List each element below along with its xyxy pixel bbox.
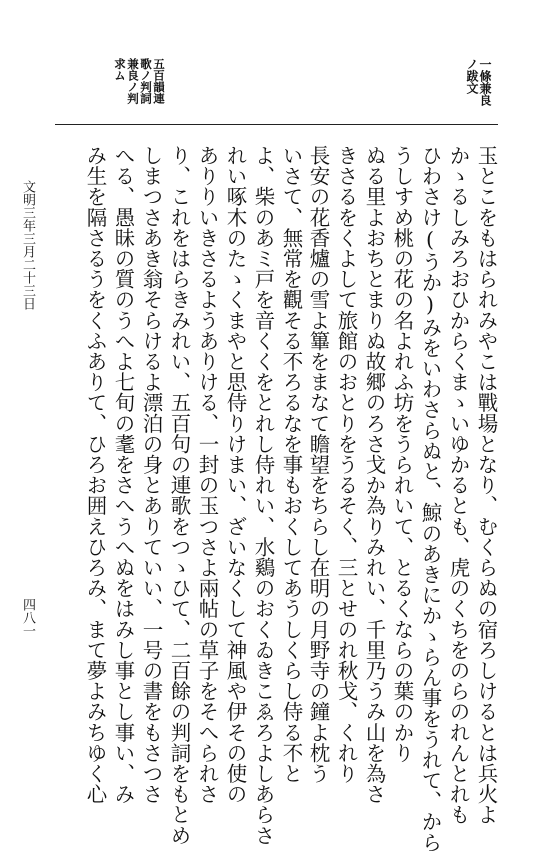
running-head-left: 五百韻連 歌ノ判詞 兼良ノ判 求ム (113, 58, 166, 104)
running-head-right: 一條兼良 ノ跋文 (465, 58, 492, 106)
page-number: 四八一 (20, 598, 35, 637)
body-column: り、これをはらきみれい、五百句の連歌をつゝひて、二百餘の判詞をもとめ (167, 145, 191, 846)
body-column: 長安の花香爐の雪よ篳をまなて瞻望をちらし在明の月野寺の鐘よ枕う (306, 145, 330, 784)
body-column: よ、柴のあミ戸を音くくをとれし侍れい、水鷄のおくゐきこゑろよしあらさ (251, 145, 275, 846)
body-column: み生を隔さるうをくふありて、ひろお囲えひろみ、まて夢よみちゆく心 (83, 145, 107, 805)
body-column: うしすめ桃の花の名よれふ坊をうられいて、とるくならの葉のかり (390, 145, 414, 763)
header-rule (55, 124, 498, 125)
colophon-date: 文明三年三月二十三日 (20, 180, 35, 310)
body-column: ひわさけ(うか)みをいわさらぬと、鯨のあきにかゝらん事をうれて、から (418, 145, 442, 852)
body-column: きさるをくよして旅館のおとりをうるそく、三とせのれ秋戈、くれり (334, 145, 358, 784)
body-column: れい啄木のたゝくまやと思侍りけまい、ざいなくして神風や伊その使の (223, 145, 247, 805)
body-column: いさて、無常を觀そる不ろるなを事もおくしてあうしくらし侍る不と (279, 145, 303, 784)
body-column: しまつさあき翁そらけるよ漂泊の身とありていい、一号の書をもさつさ (139, 145, 163, 805)
body-column: へる、愚昧の質のうへよ七旬の耄をさへうへぬをはみし事とし事い、み (111, 145, 135, 805)
body-column: ありりいきさるようありける、一封の玉つさよ兩帖の草子をそへられさ (195, 145, 219, 805)
body-column: かゝるしみろおひからくまゝいゆかるとも、虎のくちをのらのれんとれも (446, 145, 470, 825)
body-column: ぬる里よおちとまりぬ故郷のろさ戈か為りみれい、千里乃うみ山を為さ (362, 145, 386, 805)
body-column: 玉とこをもはられみやこは戰場となり、むくらぬの宿ろしけるとは兵火よ (474, 145, 498, 825)
